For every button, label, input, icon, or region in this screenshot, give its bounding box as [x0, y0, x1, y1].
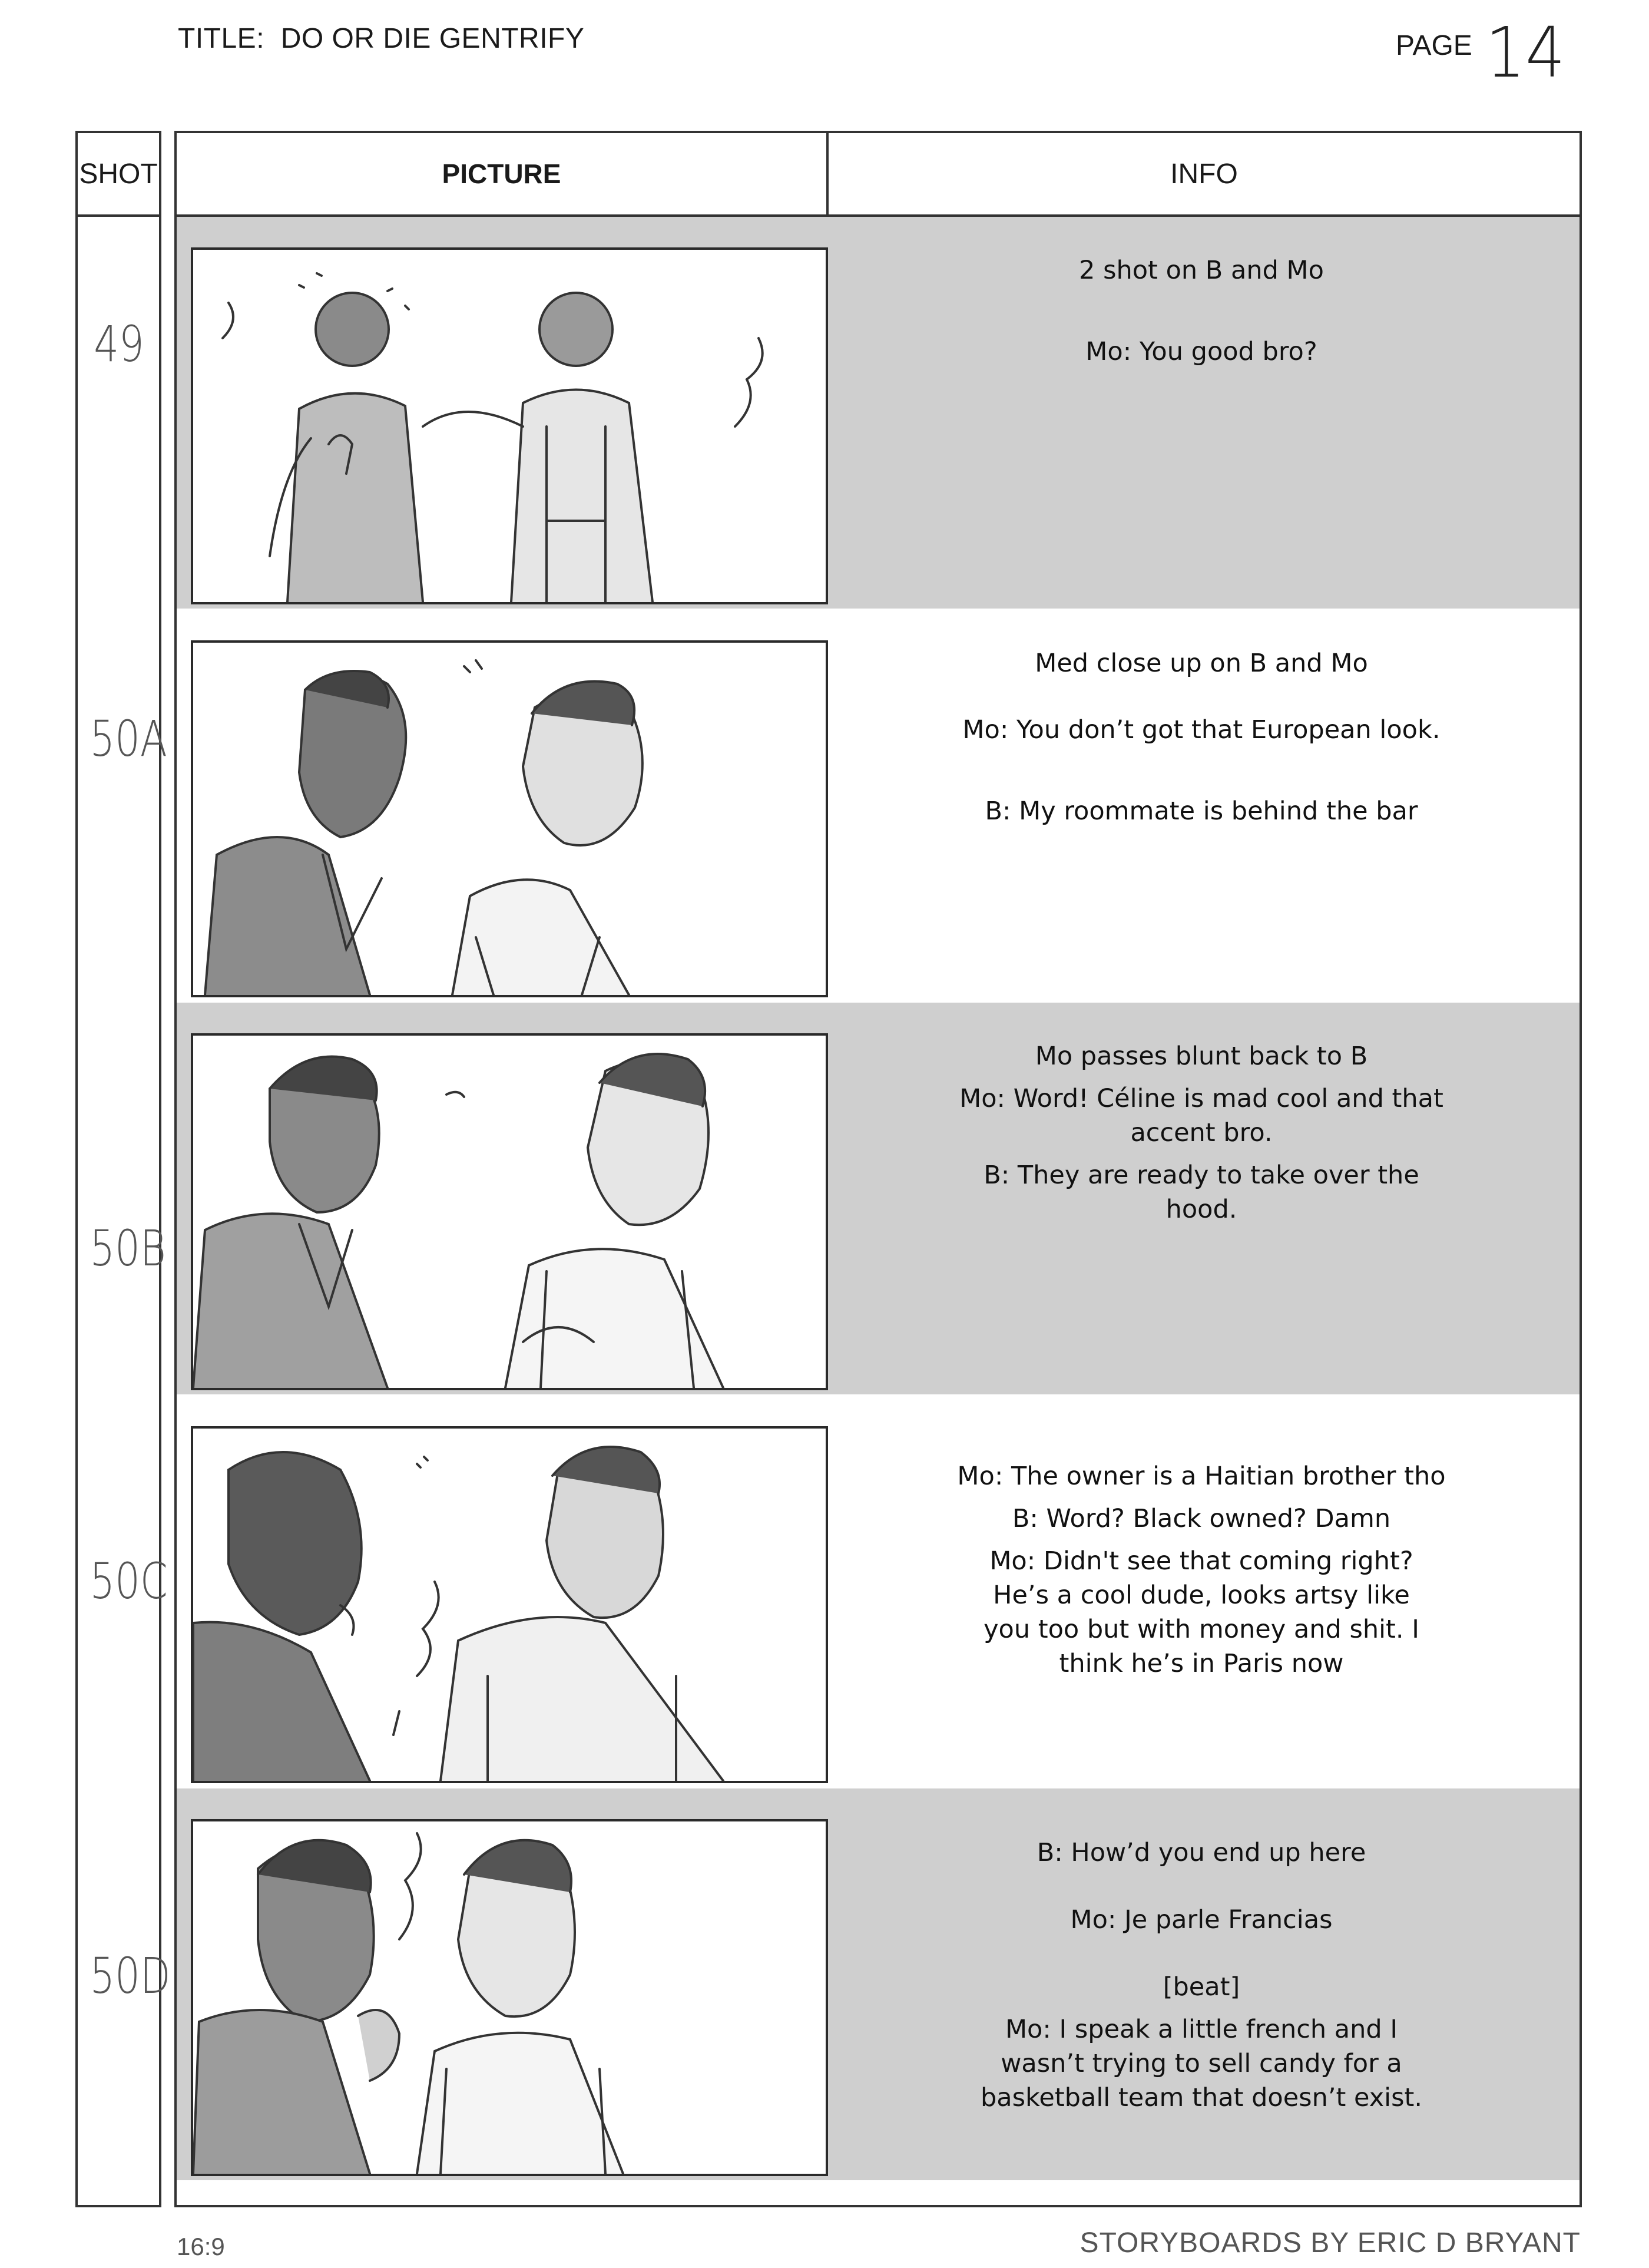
info-line — [833, 1870, 1569, 1903]
shot-number: 50B — [90, 1219, 166, 1277]
storyboard-panel-sketch — [191, 640, 828, 997]
shot-info-text — [833, 1459, 1569, 1681]
info-line: Mo: Word! Céline is mad cool and that accent bro. — [959, 1084, 1452, 1148]
shot-info-text — [833, 646, 1569, 828]
picture-column-header: PICTURE — [177, 133, 829, 214]
info-line — [833, 1937, 1569, 1970]
info-line — [833, 1073, 1569, 1082]
shot-info-text — [833, 1039, 1569, 1226]
info-line — [833, 1150, 1569, 1158]
info-line: B: Word? Black owned? Damn — [1012, 1504, 1391, 1533]
shot-row — [177, 1003, 1580, 1394]
info-line — [833, 1493, 1569, 1502]
storyboard-panel-sketch — [191, 247, 828, 604]
shot-row — [177, 1396, 1580, 1787]
info-line: Mo: You good bro? — [1085, 337, 1317, 366]
info-line: Mo: You don’t got that European look. — [962, 715, 1441, 745]
storyboard-panel-sketch — [191, 1426, 828, 1783]
info-line: Mo: Je parle Francias — [1070, 1905, 1333, 1935]
info-line: Mo: The owner is a Haitian brother tho — [957, 1462, 1446, 1491]
info-line: B: How’d you end up here — [1037, 1838, 1366, 1867]
shot-row — [177, 610, 1580, 1001]
info-line: B: My roommate is behind the bar — [985, 796, 1418, 826]
storyboard-panel-sketch — [191, 1819, 828, 2176]
shot-column-header: SHOT — [78, 133, 159, 217]
page-number: 14 — [1485, 12, 1565, 93]
shot-column — [75, 131, 171, 2207]
info-line: B: They are ready to take over the hood. — [984, 1161, 1428, 1224]
info-line: Mo: Didn't see that coming right? He’s a cool dude, looks artsy like you too but with money and shit. I think he’s in Paris now — [984, 1546, 1428, 1678]
shot-number: 50C — [90, 1552, 168, 1610]
shot-number: 50A — [90, 710, 167, 768]
shot-number: 50D — [90, 1947, 171, 2005]
aspect-ratio-label: 16:9 — [177, 2233, 225, 2260]
info-line: Mo passes blunt back to B — [1035, 1042, 1368, 1071]
info-line: Mo: I speak a little french and I wasn’t trying to sell candy for a basketball team that doesn’t exist. — [980, 2015, 1423, 2112]
page-label: PAGE — [1396, 30, 1472, 61]
shot-number: 49 — [94, 315, 144, 373]
storyboard-credit: STORYBOARDS BY ERIC D BRYANT — [1080, 2227, 1581, 2259]
grid-header — [177, 133, 1580, 217]
storyboard-title: TITLE: DO OR DIE GENTRIFY — [178, 23, 585, 54]
info-line: 2 shot on B and Mo — [1079, 256, 1324, 285]
info-line — [833, 2004, 1569, 2012]
storyboard-panel-sketch — [191, 1033, 828, 1390]
shot-row — [177, 217, 1580, 609]
shot-info-text — [833, 253, 1569, 369]
info-column-header: INFO — [1170, 158, 1238, 190]
info-line: Med close up on B and Mo — [1035, 649, 1368, 678]
shot-info-text — [833, 1836, 1569, 2115]
shot-row — [177, 1788, 1580, 2180]
info-line — [833, 1536, 1569, 1544]
info-line: [beat] — [1163, 1972, 1240, 2002]
